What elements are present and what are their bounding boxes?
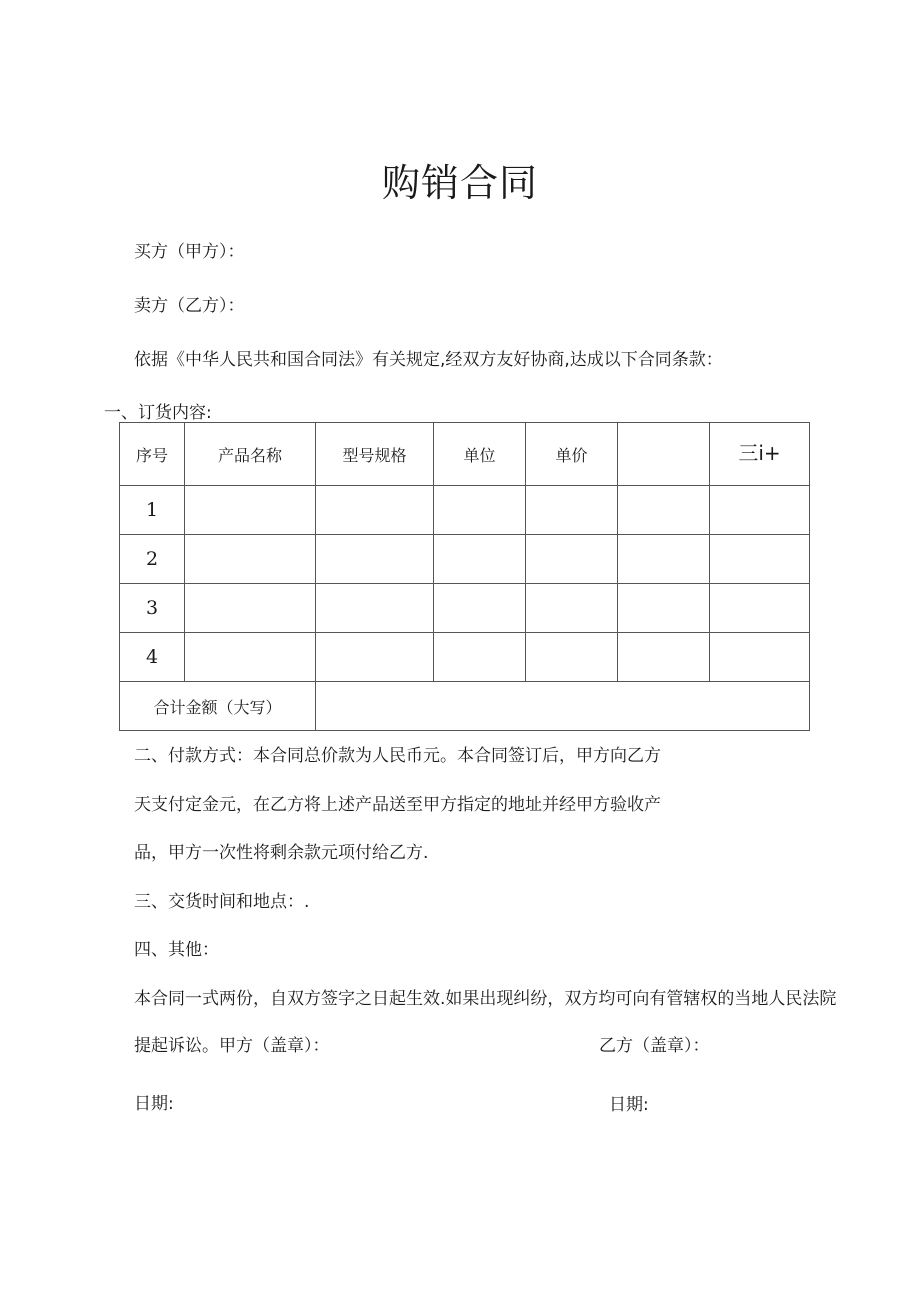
table-cell (434, 486, 526, 535)
header-cell-seq: 序号 (120, 423, 185, 486)
table-cell (434, 535, 526, 584)
table-cell (185, 633, 316, 682)
table-cell (316, 633, 434, 682)
header-cell-blank (618, 423, 710, 486)
table-cell (185, 584, 316, 633)
row-number: 4 (120, 633, 185, 682)
total-label: 合计金额（大写） (120, 682, 316, 731)
section3-delivery: 三、交货时间和地点：. (134, 892, 310, 912)
row-number: 1 (120, 486, 185, 535)
contract-title: 购销合同 (381, 161, 538, 205)
table-row (120, 584, 810, 633)
table-row (120, 486, 810, 535)
table-cell (710, 633, 810, 682)
header-cell-total: 三i+ (710, 423, 810, 486)
section4-heading: 四、其他： (134, 940, 219, 960)
intro-paragraph: 依据《中华人民共和国合同法》有关规定,经双方友好协商,达成以下合同条款： (134, 350, 723, 370)
table-cell (434, 633, 526, 682)
table-cell (618, 486, 710, 535)
table-cell (316, 535, 434, 584)
row-number: 2 (120, 535, 185, 584)
total-value (316, 682, 810, 731)
table-cell (526, 633, 618, 682)
header-cell-product: 产品名称 (185, 423, 316, 486)
table-cell (618, 633, 710, 682)
table-cell (710, 584, 810, 633)
table-cell (618, 535, 710, 584)
table-cell (618, 584, 710, 633)
buyer-label: 买方（甲方）： (134, 242, 245, 262)
section2-line1: 二、付款方式：本合同总价款为人民币元。本合同签订后，甲方向乙方 (134, 746, 661, 766)
row-number: 3 (120, 584, 185, 633)
table-row (120, 535, 810, 584)
table-cell (434, 584, 526, 633)
section1-heading: 一、订货内容: (104, 403, 212, 423)
order-table (119, 422, 810, 731)
total-row (120, 682, 810, 731)
section2-line2: 天支付定金元，在乙方将上述产品送至甲方指定的地址并经甲方验收产 (134, 795, 661, 815)
table-cell (316, 584, 434, 633)
table-cell (316, 486, 434, 535)
table-cell (526, 584, 618, 633)
table-cell (526, 535, 618, 584)
table-cell (526, 486, 618, 535)
party-a-seal: 提起诉讼。甲方（盖章）： (134, 1036, 330, 1056)
date-party-a: 日期: (134, 1094, 174, 1114)
table-cell (185, 535, 316, 584)
header-cell-price: 单价 (526, 423, 618, 486)
table-row (120, 633, 810, 682)
party-b-seal: 乙方（盖章）： (599, 1036, 710, 1056)
table-cell (185, 486, 316, 535)
header-cell-model: 型号规格 (316, 423, 434, 486)
header-cell-unit: 单位 (434, 423, 526, 486)
date-party-b: 日期: (609, 1095, 649, 1115)
table-cell (710, 486, 810, 535)
section4-body: 本合同一式两份，自双方签字之日起生效.如果出现纠纷，双方均可向有管辖权的当地人民法院 (134, 989, 837, 1009)
table-header-row (120, 423, 810, 486)
seller-label: 卖方（乙方）： (134, 296, 245, 316)
section2-line3: 品，甲方一次性将剩余款元项付给乙方. (134, 843, 429, 863)
table-cell (710, 535, 810, 584)
